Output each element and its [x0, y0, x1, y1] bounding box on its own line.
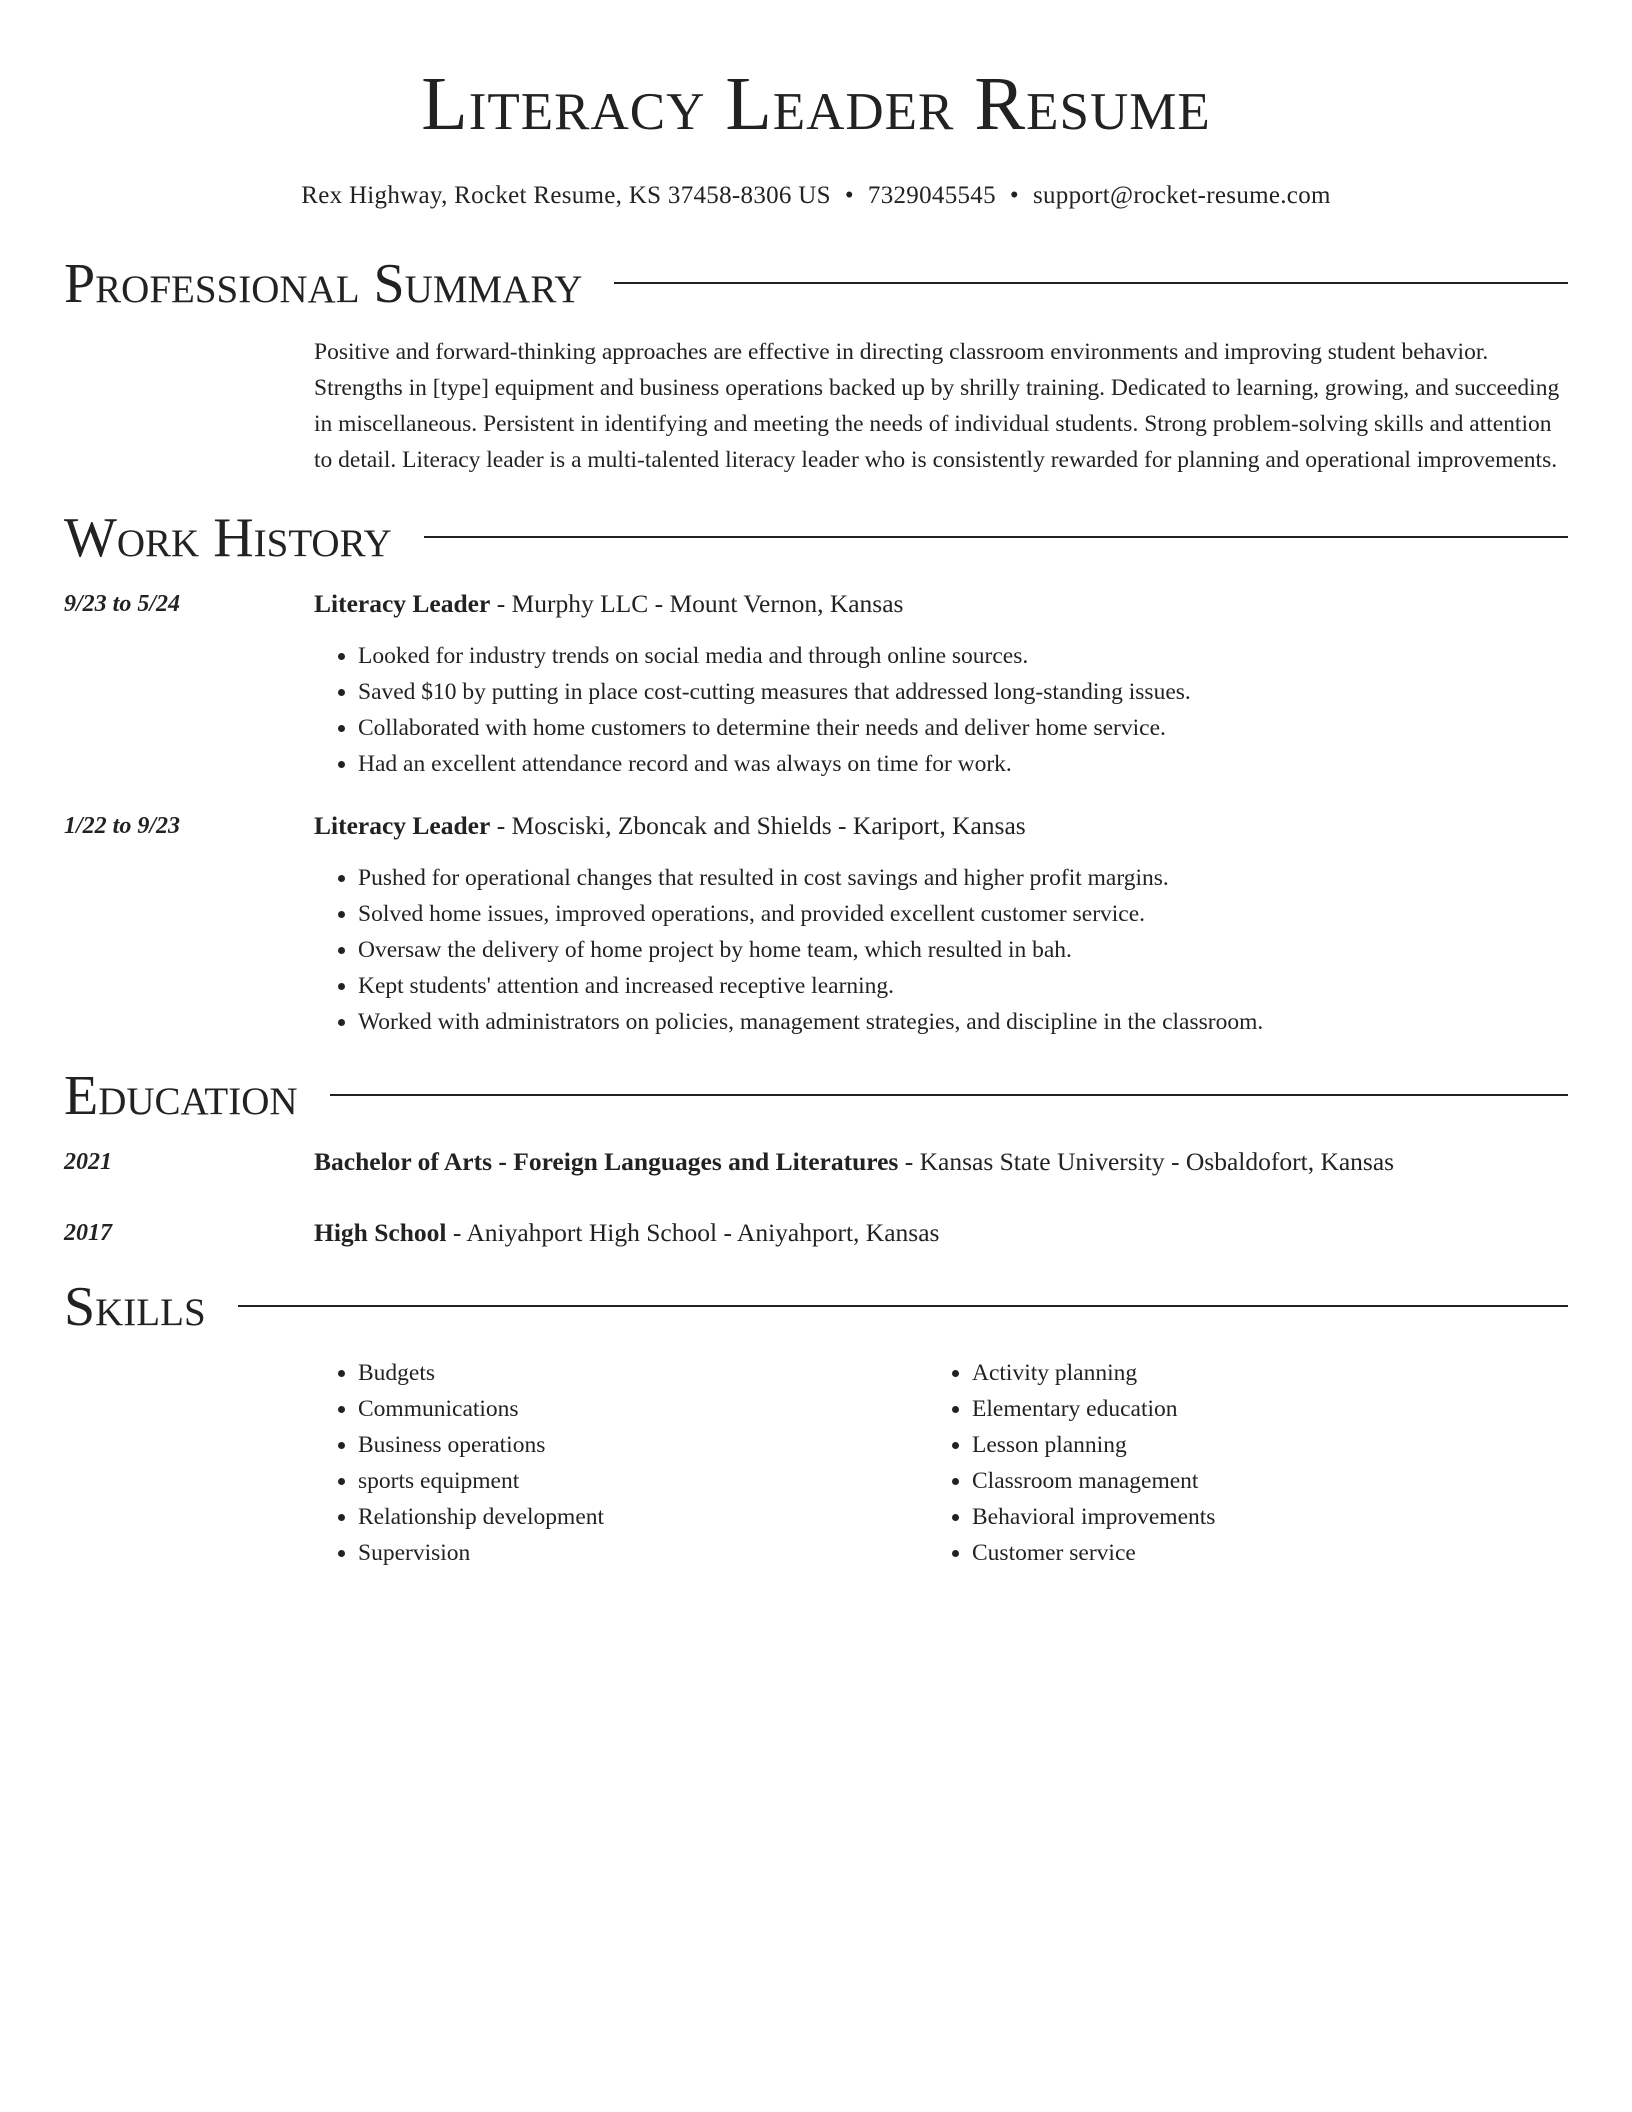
job-title-line: [314, 808, 1568, 844]
skill-item: • Classroom management: [972, 1463, 1542, 1499]
job-details: - Mosciski, Zboncak and Shields - Kariport, Kansas: [490, 811, 1026, 840]
section-divider: [614, 282, 1568, 284]
job-bullet: • Kept students' attention and increased receptive learning.: [358, 968, 1568, 1004]
education-line: [314, 1215, 939, 1251]
education-heading: Education: [64, 1065, 298, 1127]
skills-column-right: [928, 1355, 1542, 1571]
contact-separator: •: [1009, 182, 1019, 209]
job-entry: [64, 808, 1568, 1040]
education-entry: [64, 1144, 1568, 1180]
section-divider: [238, 1305, 1568, 1307]
skill-item: • Customer service: [972, 1535, 1542, 1571]
job-title-line: [314, 586, 1568, 622]
contact-phone: 7329045545: [867, 182, 996, 209]
section-divider: [424, 536, 1568, 538]
job-bullets: [314, 860, 1568, 1040]
job-bullet: • Collaborated with home customers to determine their needs and deliver home service.: [358, 710, 1568, 746]
education-section-header: [64, 1064, 1568, 1128]
education-details: - Kansas State University - Osbaldofort, Kansas: [898, 1147, 1395, 1176]
education-details: - Aniyahport High School - Aniyahport, Kansas: [446, 1218, 940, 1247]
job-details: - Murphy LLC - Mount Vernon, Kansas: [490, 589, 904, 618]
education-year: 2017: [64, 1220, 112, 1246]
work-heading: Work History: [64, 507, 392, 569]
skill-item: • sports equipment: [358, 1463, 928, 1499]
work-section-header: [64, 506, 1568, 570]
skill-item: • Activity planning: [972, 1355, 1542, 1391]
contact-separator: •: [844, 182, 854, 209]
job-bullet: • Worked with administrators on policies, management strategies, and discipline in the classroom.: [358, 1004, 1568, 1040]
education-entry: [64, 1215, 1568, 1251]
job-body: [314, 808, 1568, 1040]
skill-item: • Budgets: [358, 1355, 928, 1391]
job-dates: 1/22 to 9/23: [64, 813, 181, 839]
contact-address: Rex Highway, Rocket Resume, KS 37458-8306 US: [301, 182, 831, 209]
section-divider: [330, 1094, 1568, 1096]
skills-column-left: [314, 1355, 928, 1571]
job-dates: 9/23 to 5/24: [64, 591, 181, 617]
skills-section-header: [64, 1275, 1568, 1339]
skill-item: • Supervision: [358, 1535, 928, 1571]
contact-email: support@rocket-resume.com: [1032, 182, 1331, 209]
job-bullet: • Pushed for operational changes that resulted in cost savings and higher profit margins.: [358, 860, 1568, 896]
skills-list: [314, 1355, 1568, 1571]
education-year: 2021: [64, 1149, 112, 1175]
summary-heading: Professional Summary: [64, 253, 583, 315]
skill-item: • Behavioral improvements: [972, 1499, 1542, 1535]
skill-item: • Lesson planning: [972, 1427, 1542, 1463]
summary-text: Positive and forward-thinking approaches are effective in directing classroom environments and improving student behavior. Strengths in [type] equipment and business operations backed up by shrilly training. Dedicated to learning, growing, and succeeding in miscellaneous. Persistent in identifying and meeting the needs of individual students. Strong problem-solving skills and attention to detail. Literacy leader is a multi-talented literacy leader who is consistently rewarded for planning and operational improvements.: [314, 339, 1560, 473]
job-entry: [64, 586, 1568, 782]
skill-item: • Relationship development: [358, 1499, 928, 1535]
summary-section-header: [64, 252, 1568, 316]
contact-line: [64, 180, 1568, 212]
job-body: [314, 586, 1568, 782]
skill-item: • Business operations: [358, 1427, 928, 1463]
job-bullet: • Solved home issues, improved operations, and provided excellent customer service.: [358, 896, 1568, 932]
skill-item: • Communications: [358, 1391, 928, 1427]
job-bullet: • Looked for industry trends on social media and through online sources.: [358, 638, 1568, 674]
education-degree: Bachelor of Arts - Foreign Languages and Literatures: [314, 1147, 899, 1176]
job-bullet: • Had an excellent attendance record and was always on time for work.: [358, 746, 1568, 782]
job-bullet: • Oversaw the delivery of home project by home team, which resulted in bah.: [358, 932, 1568, 968]
skills-heading: Skills: [64, 1276, 206, 1338]
skill-item: • Elementary education: [972, 1391, 1542, 1427]
job-title: Literacy Leader: [314, 811, 491, 840]
education-degree: High School: [314, 1218, 447, 1247]
education-line: [314, 1144, 1394, 1180]
resume-title: Literacy Leader Resume: [421, 62, 1211, 146]
job-bullet: • Saved $10 by putting in place cost-cutting measures that addressed long-standing issues.: [358, 674, 1568, 710]
job-title: Literacy Leader: [314, 589, 491, 618]
job-bullets: [314, 638, 1568, 782]
